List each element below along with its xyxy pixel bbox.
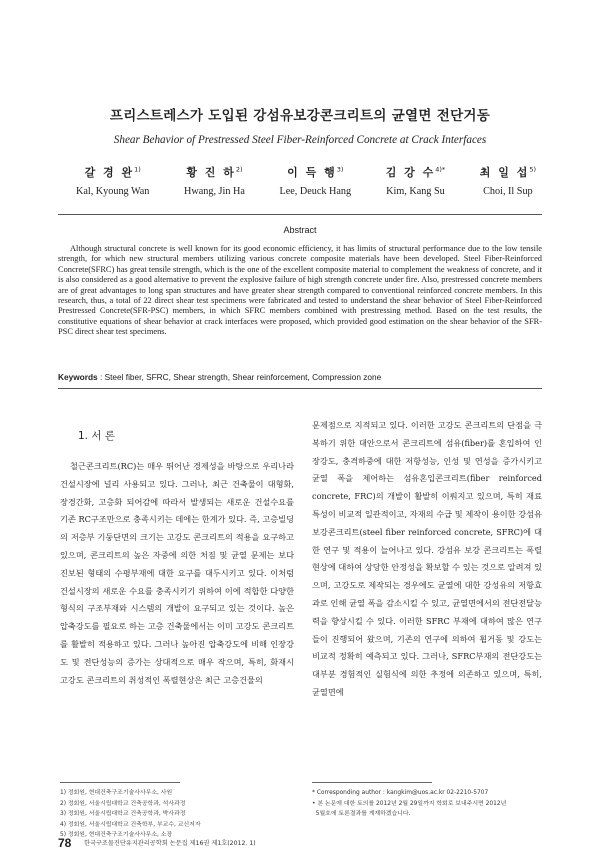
footnote-rule-left — [60, 782, 180, 783]
author-list — [76, 164, 536, 197]
author-name-en: Lee, Deuck Hang — [279, 186, 352, 197]
keywords — [58, 372, 542, 382]
author-name-ko: 김 강 수 — [385, 166, 436, 179]
author — [184, 164, 245, 197]
author — [280, 164, 352, 197]
body-column-left: 철근콘크리트(RC)는 매우 뛰어난 경제성을 바탕으로 우리나라 건설시장에 널리 사용되고 있다. 그러나, 최근 건축물이 대형화, 장경간화, 고층화 되어감에 따라서 발생되는 새로운 건설수요를 기존 RC구조만으로 충족시키는 데에는 한계가 있다. 즉, 고층빌딩의 저층부 기둥단면의 크기는 고강도 콘크리트의 적용을 요구하고 있으며, 콘크리트의 높은 자중에 의한 처짐 및 균열 문제는 보다 진보된 형태의 수평부재에 대한 요구를 대두시키고 있다. 이처럼 건설시장의 새로운 수요를 충족시키기 위하여 이에 적합한 다양한 형식의 구조부재와 시스템의 개발이 요구되고 있는 것이다. 높은 압축강도를 필요로 하는 고층 건축물에서는 이미 고강도 콘크리트를 활발히 적용하고 있다. 그러나 높아진 압축강도에 비해 인장강도 및 전단성능의 증가는 상대적으로 매우 작으며, 특히, 화재시 고강도 콘크리트의 취성적인 폭렬현상은 최근 고층건물의 — [60, 461, 294, 685]
abstract-bottom-rule — [58, 388, 542, 389]
journal-citation: 한국구조물진단유지관리공학회 논문집 제16권 제1호(2012. 1) — [84, 840, 256, 847]
author-name-ko: 갈 경 완 — [84, 166, 135, 179]
footnote: 2) 정회원, 서울시립대학교 건축공학과, 석사과정 — [60, 800, 186, 807]
footnote: • 본 논문에 대한 토의를 2012년 2월 29일까지 학회로 보내주시면 2012년 — [312, 800, 507, 807]
footnotes-correspondence — [312, 788, 544, 820]
footnote: 3) 정회원, 서울시립대학교 건축공학과, 박사과정 — [60, 811, 186, 818]
author-name-en: Kim, Kang Su — [386, 186, 445, 197]
author-name-en: Choi, Il Sup — [483, 186, 533, 197]
paper-title-english: Shear Behavior of Prestressed Steel Fiber-Reinforced Concrete at Crack Interfaces — [113, 134, 487, 146]
keywords-list: : Steel fiber, SFRC, Shear strength, Shear reinforcement, Compression zone — [97, 372, 382, 382]
footnote: * Corresponding author : kangkim@uos.ac.kr 02-2210-5707 — [312, 790, 489, 796]
keywords-label: Keywords — [58, 372, 98, 382]
footnote: 5) 정회원, 현대건축구조기술사사무소, 소장 — [60, 832, 173, 839]
footnote: 1) 정회원, 현대건축구조기술사사무소, 사원 — [60, 790, 173, 796]
author — [480, 164, 536, 197]
author-affiliation-mark: 5) — [529, 165, 536, 174]
abstract-heading: Abstract — [283, 225, 317, 235]
author — [386, 164, 445, 197]
author-name-ko: 황 진 하 — [186, 166, 236, 179]
author-name-en: Kal, Kyoung Wan — [76, 186, 150, 197]
author-affiliation-mark: 4)* — [435, 165, 446, 174]
paper-title-korean: 프리스트레스가 도입된 강섬유보강콘크리트의 균열면 전단거동 — [109, 108, 491, 124]
abstract-top-rule — [58, 214, 542, 215]
footnote: 4) 정회원, 서울시립대학교 건축학부, 부교수, 교신저자 — [60, 821, 201, 828]
footnotes-affiliations — [60, 788, 296, 841]
body-column-right: 문제점으로 지적되고 있다. 이러한 고강도 콘크리트의 단점을 극복하기 위한 대안으로서 콘크리트에 섬유(fiber)를 혼입하여 인장강도, 충격하중에 대한 저항성능, 인성 및 연성을 증가시키고 균열 폭을 제어하는 섬유혼입콘크리트(fiber reinforced concrete, FRC)의 개발이 활발히 이뤄지고 있으며, 특히 재료특성이 비교적 일관적이고, 자재의 수급 및 제작이 용이한 강섬유보강콘크리트(steel fiber reinforced concrete, SFRC)에 대한 연구 및 적용이 늘어나고 있다. 강섬유 보강 콘크리트는 폭렬현상에 대하여 상당한 안정성을 확보할 수 있는 것으로 알려져 있으며, 고강도로 제작되는 경우에도 균열에 대한 강성유의 저항효과로 인해 균열 폭을 감소시킬 수 있고, 균열면에서의 전단전달능력을 향상시킬 수 있다. 이러한 SFRC 부재에 대하여 많은 연구들이 진행되어 왔으며, 기존의 연구에 의하여 휨거동 및 강도는 비교적 정확히 예측되고 있다. 그러나, SFRC부재의 전단강도는 대부분 경험적인 실험식에 의한 추정에 의존하고 있으며, 특히, 균열면에 — [312, 420, 542, 697]
author-name-ko: 최 일 섭 — [479, 166, 530, 179]
author-affiliation-mark: 3) — [336, 165, 344, 174]
footnote: 5월호에 토론결과를 게재하겠습니다. — [312, 811, 411, 818]
author-affiliation-mark: 2) — [235, 165, 243, 174]
footnote-rule-right — [312, 782, 432, 783]
author-name-ko: 이 득 행 — [287, 166, 337, 179]
abstract-body: Although structural concrete is well known for its good economic efficiency, it has limits of structural performance due to the low tensile strength, for which new structural members utilizing various concrete composite materials have been developed. Steel Fiber-Reinforced Concrete(SFRC) has great tensile strength, which is the one of the excellent composite material to complement the weakness of concrete, and it is also considered as a good alternative to prevent the explosive failure of high strength concrete under fire. Also, prestressed concrete members are of great advantages to long span structures and have greater shear strength compared to conventional reinforced concrete members. In this research, thus, a total of 22 direct shear test specimens were fabricated and tested to understand the shear behavior of Steel Fiber-Reinforced Prestressed Concrete(SFR-PSC) members, in which SFRC members combined with prestressing method. Based on the test results, the constitutive equations of shear behavior at crack interfaces were proposed, which provided good estimation on the shear behavior of the SFR-PSC direct shear test specimens. — [58, 244, 542, 337]
author-affiliation-mark: 1) — [134, 165, 141, 174]
page-number: 78 — [58, 836, 72, 850]
author-name-en: Hwang, Jin Ha — [184, 186, 245, 197]
section-heading-introduction: 1. 서 론 — [78, 430, 115, 442]
author — [76, 164, 149, 197]
